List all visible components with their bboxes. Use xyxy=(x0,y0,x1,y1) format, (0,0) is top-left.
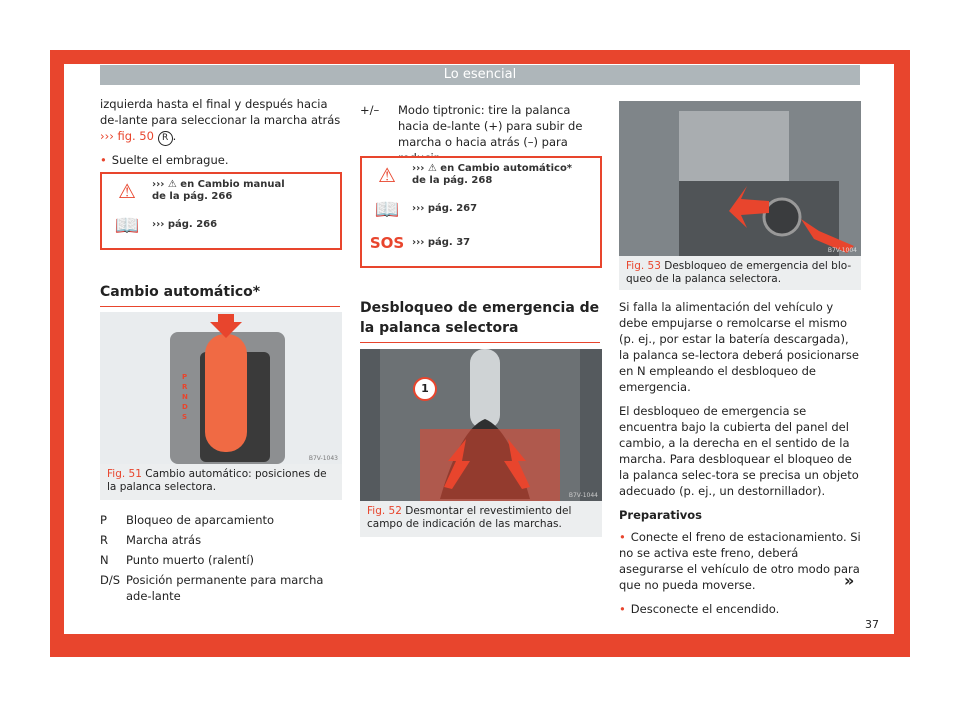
col2-ref-box xyxy=(360,156,602,268)
fig-caption-text: Cambio automático: posiciones de la palanca selectora. xyxy=(107,468,327,493)
list-item xyxy=(100,572,342,604)
figure-caption xyxy=(619,256,861,290)
figure-51 xyxy=(100,312,342,464)
col1-text xyxy=(100,96,342,168)
gear-label: P xyxy=(182,373,188,381)
figure-53 xyxy=(619,101,861,256)
col1-ref-box xyxy=(100,172,342,250)
bullet-item: • Conecte el freno de estacionamiento. Si no se activa este freno, deberá asegurarse el vehículo de otro modo para que no pueda moverse. xyxy=(619,529,861,593)
ref-row xyxy=(362,192,600,226)
page-header: Lo esencial xyxy=(100,65,860,85)
gear-label: N xyxy=(182,393,188,401)
gear-label: S xyxy=(182,413,188,421)
paragraph: Si falla la alimentación del vehículo y debe empujarse o remolcarse el mismo (p. ej., por estar la batería descargada), la palanca se-lectora deberá posicionarse en N empleando el desbloqueo de emergencia. xyxy=(619,300,859,394)
fig-caption-text: Desbloqueo de emergencia del blo-queo de la palanca selectora. xyxy=(626,260,852,285)
ref-link[interactable]: ››› ⚠ en Cambio automático* de la pág. 268 xyxy=(412,163,573,186)
fig-number: Fig. 51 xyxy=(107,468,142,480)
gear-selector-illustration xyxy=(100,312,342,464)
figure-marker: 1 xyxy=(421,382,429,395)
gear-label: R xyxy=(182,383,188,391)
col1-bullet1: • Suelte el embrague. xyxy=(100,152,342,168)
fig-link[interactable]: ››› fig. 50 xyxy=(100,129,154,143)
list-text: Marcha atrás xyxy=(126,533,202,547)
continue-marker: » xyxy=(844,571,855,590)
list-text: Modo tiptronic: tire la palanca hacia de-lante (+) para subir de marcha o hacia atrás (–) para xyxy=(398,103,583,149)
warning-icon: ⚠ xyxy=(118,179,136,203)
figure-caption xyxy=(100,464,342,500)
page-number: 37 xyxy=(865,618,879,631)
ref-row xyxy=(362,158,600,192)
list-item xyxy=(100,532,342,548)
console-illustration xyxy=(360,349,602,501)
sos-icon: SOS xyxy=(369,234,405,252)
fig-number: Fig. 53 xyxy=(626,260,661,272)
figure-code: B7V-1004 xyxy=(827,247,857,254)
list-key: N xyxy=(100,553,109,567)
ref-link[interactable]: ››› ⚠ en Cambio manual de la pág. 266 xyxy=(152,179,285,202)
col3-text xyxy=(619,299,861,617)
list-text: Bloqueo de aparcamiento xyxy=(126,513,275,527)
section-title: Desbloqueo de emergencia de la palanca selectora xyxy=(360,298,600,343)
bullet-item: • Desconecte el encendido. xyxy=(619,601,861,617)
figure-52 xyxy=(360,349,602,501)
figure-caption xyxy=(360,501,602,537)
section-title: Cambio automático* xyxy=(100,284,340,307)
gear-position-list xyxy=(100,512,342,604)
ref-link[interactable]: ››› pág. 267 xyxy=(412,203,478,214)
gear-labels xyxy=(182,372,188,422)
list-key: +/– xyxy=(360,103,380,117)
ref-row xyxy=(102,174,340,208)
list-key: P xyxy=(100,513,107,527)
list-item xyxy=(100,512,342,528)
fig-number: Fig. 52 xyxy=(367,505,402,517)
ref-link[interactable]: ››› pág. 37 xyxy=(412,237,471,248)
list-text: Posición permanente para marcha ade-lante xyxy=(126,573,324,603)
ref-row xyxy=(362,226,600,260)
fig-caption-text: Desmontar el revestimiento del campo de indicación de las marchas. xyxy=(367,505,572,530)
col1-para1: izquierda hasta el final y después hacia de-lante para seleccionar la marcha atrás ››› fig. 50 R . xyxy=(100,96,342,146)
list-key: D/S xyxy=(100,573,121,587)
ref-link[interactable]: ››› pág. 266 xyxy=(152,219,218,230)
ref-row xyxy=(102,208,340,242)
list-text: Punto muerto (ralentí) xyxy=(126,553,255,567)
gear-label: D xyxy=(182,403,188,411)
book-search-icon: 📖 xyxy=(114,213,140,237)
book-search-icon: 📖 xyxy=(374,197,400,221)
list-item xyxy=(100,552,342,568)
release-illustration xyxy=(619,101,861,256)
warning-icon: ⚠ xyxy=(378,163,396,187)
list-key: R xyxy=(100,533,108,547)
figure-code: B7V-1043 xyxy=(308,455,338,462)
r-marker: R xyxy=(158,131,173,146)
figure-code: B7V-1044 xyxy=(568,492,598,499)
paragraph: El desbloqueo de emergencia se encuentra bajo la cubierta del panel del cambio, a la derecha en el sentido de la marcha. Para desbloquear el bloqueo de la palanca selec-tora se precisa un objeto adecuado (p. ej., un destornillador). xyxy=(619,404,859,498)
subheading: Preparativos xyxy=(619,508,703,522)
